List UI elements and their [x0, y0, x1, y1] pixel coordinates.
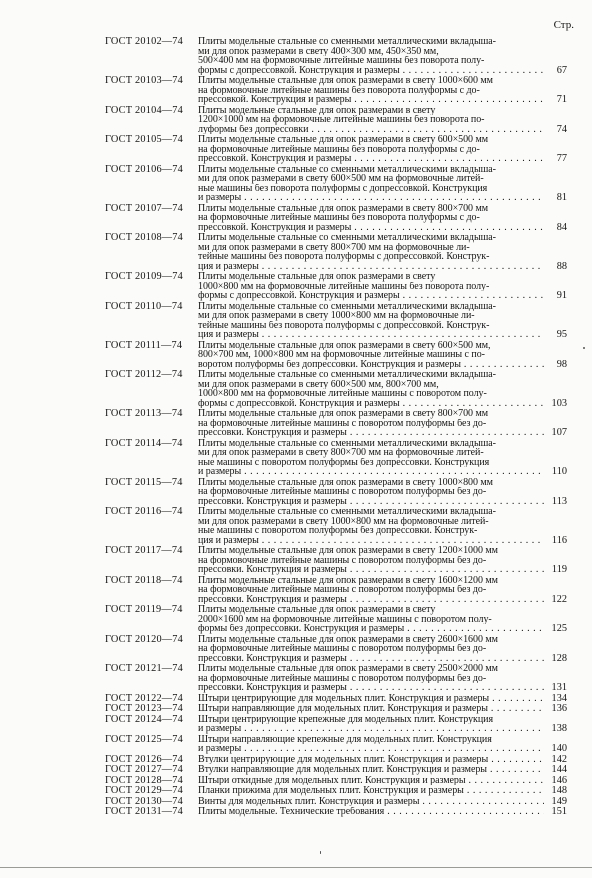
toc-entry[interactable] — [105, 664, 567, 693]
entry-title — [198, 76, 544, 105]
toc-entry[interactable] — [105, 546, 567, 575]
entry-title-line: Штыри направляющие для модельных плит. Конструкция и размеры . . . — [198, 704, 544, 714]
toc-entry[interactable] — [105, 576, 567, 605]
entry-title — [198, 694, 544, 704]
entry-title-line: прессовки. Конструкция и размеры . . . — [198, 565, 544, 575]
standard-code: ГОСТ 20115—74 — [105, 476, 183, 488]
standard-code: ГОСТ 20111—74 — [105, 339, 183, 351]
table-of-contents — [105, 37, 567, 818]
entry-title-line: прессовкой. Конструкция и размеры . . . — [198, 154, 544, 164]
entry-title-line: тейные машины без поворота полуформы с допрессовкой. Конструк- — [198, 252, 490, 262]
entry-title-line: ми для опок размерами в свету 400×300 мм, 450×350 мм, — [198, 46, 439, 56]
toc-entry[interactable] — [105, 715, 567, 734]
standard-code: ГОСТ 20123—74 — [105, 703, 184, 714]
toc-entry[interactable] — [105, 704, 567, 714]
entry-title — [198, 302, 544, 340]
entry-title — [198, 37, 544, 75]
toc-entry[interactable] — [105, 776, 567, 786]
entry-title — [198, 507, 544, 545]
entry-title-line: Плиты модельные стальные для опок размерами в свету 2500×2000 мм — [198, 664, 498, 674]
entry-title-line: ми для опок размерами в свету 800×700 мм на формовочные литей- — [198, 448, 484, 458]
standard-code: ГОСТ 20118—74 — [105, 574, 183, 586]
toc-entry[interactable] — [105, 735, 567, 754]
entry-title-line: на формовочные литейные машины с поворотом полуформы без до- — [198, 418, 487, 428]
entry-title-line: воротом полуформы без допрессовки. Конструкция и размеры . . . — [198, 360, 544, 370]
entry-title-line: Штыри центрирующие для модельных плит. Конструкция и размеры . . . — [198, 694, 544, 704]
entry-title — [198, 786, 544, 796]
page-number: 113 — [545, 497, 567, 507]
page-number: 74 — [545, 125, 567, 135]
page-number: 88 — [545, 262, 567, 272]
entry-title-line: Плиты модельные стальные для опок размерами в свету 1200×1000 мм — [198, 546, 498, 556]
entry-title-line: Плиты модельные стальные для опок размерами в свету 1600×1200 мм — [198, 575, 498, 585]
page-number: 151 — [545, 807, 567, 817]
toc-entry[interactable] — [105, 204, 567, 233]
standard-code: ГОСТ 20114—74 — [105, 437, 183, 449]
entry-title — [198, 605, 544, 634]
entry-title-line: ми для опок размерами в свету 600×500 мм на формовочные литей- — [198, 174, 484, 184]
entry-title-line: Плиты модельные стальные для опок размерами в свету — [198, 272, 436, 282]
entry-title — [198, 272, 544, 301]
entry-title-line: на формовочные литейные машины с поворотом полуформы без до- — [198, 644, 487, 654]
entry-title-line: на формовочные литейные машины без поворота полуформы с до- — [198, 85, 480, 95]
entry-title-line: Плиты модельные стальные со сменными металлическими вкладыша- — [198, 301, 496, 311]
standard-code: ГОСТ 20108—74 — [105, 232, 184, 243]
entry-title — [198, 370, 544, 408]
standard-code: ГОСТ 20110—74 — [105, 300, 183, 312]
page-number: 91 — [545, 291, 567, 301]
entry-title-line: ция и размеры . . . — [198, 536, 544, 546]
entry-title-line: Втулки центрирующие для модельных плит. Конструкция и размеры . . . — [198, 755, 544, 765]
entry-title — [198, 715, 544, 734]
entry-title-line: Плиты модельные стальные со сменными металлическими вкладыша- — [198, 370, 496, 380]
page-number: 131 — [545, 683, 567, 693]
entry-title-line: Плиты модельные стальные для опок размерами в свету 600×500 мм, — [198, 340, 491, 350]
entry-title-line: 1200×1000 мм на формовочные литейные машины без поворота по- — [198, 115, 485, 125]
entry-title-line: 800×700 мм, 1000×800 мм на формовочные литейные машины с по- — [198, 350, 485, 360]
entry-title-line: 1000×800 мм на формовочные литейные машины без поворота полу- — [198, 281, 490, 291]
toc-entry[interactable] — [105, 135, 567, 164]
entry-title-line: Плиты модельные стальные для опок размерами в свету 1000×600 мм — [198, 76, 493, 86]
entry-title-line: Плиты модельные стальные для опок размерами в свету 1000×800 мм — [198, 477, 493, 487]
entry-title-line: Винты для модельных плит. Конструкция и размеры . . . — [198, 797, 544, 807]
page-number: 95 — [545, 330, 567, 340]
page-number: 98 — [545, 360, 567, 370]
entry-title-line: Планки прижима для модельных плит. Конструкция и размеры . . . — [198, 786, 544, 796]
entry-title-line: прессовки. Конструкция и размеры . . . — [198, 595, 544, 605]
page-number: 140 — [545, 744, 567, 754]
entry-title — [198, 165, 544, 203]
entry-title-line: Плиты модельные стальные со сменными металлическими вкладыша- — [198, 164, 496, 174]
entry-title — [198, 765, 544, 775]
entry-title-line: ные машины с поворотом полуформы без допрессовки. Конструк- — [198, 526, 478, 536]
scan-speck — [583, 347, 585, 349]
entry-title — [198, 546, 544, 575]
toc-entry[interactable] — [105, 797, 567, 807]
entry-title — [198, 135, 544, 164]
page-number: 138 — [545, 724, 567, 734]
toc-entry[interactable] — [105, 478, 567, 507]
standard-code: ГОСТ 20121—74 — [105, 663, 184, 674]
toc-entry[interactable] — [105, 507, 567, 545]
entry-title-line: Плиты модельные. Технические требования . . . — [198, 807, 544, 817]
entry-title-line: и размеры . . . — [198, 467, 544, 477]
page-number: 110 — [545, 467, 567, 477]
entry-title — [198, 704, 544, 714]
toc-entry[interactable] — [105, 765, 567, 775]
entry-title-line: и размеры . . . — [198, 724, 544, 734]
toc-entry[interactable] — [105, 165, 567, 203]
entry-title — [198, 478, 544, 507]
entry-title-line: ми для опок размерами в свету 800×700 мм на формовочные ли- — [198, 242, 470, 252]
toc-entry[interactable] — [105, 605, 567, 634]
entry-title-line: ные машины с поворотом полуформы без допрессовки. Конструкция — [198, 457, 490, 467]
page-bottom-rule — [0, 867, 592, 868]
entry-title-line: ми для опок размерами в свету 1000×800 мм на формовочные литей- — [198, 516, 489, 526]
entry-title — [198, 735, 544, 754]
toc-entry[interactable] — [105, 233, 567, 271]
entry-title-line: формы с допрессовкой. Конструкция и размеры . . . — [198, 291, 544, 301]
entry-title-line: формы с допрессовкой. Конструкция и размеры . . . — [198, 399, 544, 409]
entry-title-line: Плиты модельные стальные со сменными металлическими вкладыша- — [198, 507, 496, 517]
entry-title — [198, 776, 544, 786]
entry-title-line: формы без допрессовки. Конструкция и размеры . . . — [198, 624, 544, 634]
toc-entry[interactable] — [105, 635, 567, 664]
entry-title-line: 500×400 мм на формовочные литейные машины без поворота полу- — [198, 56, 485, 66]
entry-title-line: Плиты модельные стальные со сменными металлическими вкладыша- — [198, 233, 496, 243]
entry-title — [198, 797, 544, 807]
entry-title-line: прессовки. Конструкция и размеры . . . — [198, 654, 544, 664]
entry-title — [198, 204, 544, 233]
page-column-label: Стр. — [553, 19, 574, 31]
toc-entry[interactable] — [105, 370, 567, 408]
standard-code: ГОСТ 20106—74 — [105, 163, 184, 175]
toc-entry[interactable] — [105, 694, 567, 704]
entry-title-line: прессовки. Конструкция и размеры . . . — [198, 428, 544, 438]
toc-entry[interactable] — [105, 807, 567, 817]
entry-title-line: Плиты модельные стальные для опок размерами в свету 2600×1600 мм — [198, 634, 498, 644]
toc-entry[interactable] — [105, 341, 567, 370]
entry-title-line: Плиты модельные стальные для опок размерами в свету 800×700 мм — [198, 409, 489, 419]
page-number: 84 — [545, 223, 567, 233]
standard-code: ГОСТ 20130—74 — [105, 795, 184, 807]
entry-title — [198, 439, 544, 477]
standard-code: ГОСТ 20113—74 — [105, 408, 183, 419]
toc-entry[interactable] — [105, 755, 567, 765]
toc-entry[interactable] — [105, 37, 567, 75]
toc-entry[interactable] — [105, 786, 567, 796]
entry-title-line: Плиты модельные стальные для опок размерами в свету — [198, 105, 436, 115]
scan-speck — [320, 851, 321, 854]
entry-title-line: на формовочные литейные машины с поворотом полуформы без до- — [198, 555, 487, 565]
toc-entry[interactable] — [105, 76, 567, 105]
entry-title — [198, 341, 544, 370]
entry-title-line: ми для опок размерами в свету 600×500 мм, 800×700 мм, — [198, 379, 439, 389]
standard-code: ГОСТ 20127—74 — [105, 764, 184, 775]
toc-entry[interactable] — [105, 439, 567, 477]
entry-title-line: на формовочные литейные машины с поворотом полуформы без до- — [198, 673, 487, 683]
entry-title-line: на формовочные литейные машины с поворотом полуформы без до- — [198, 487, 487, 497]
entry-title-line: ция и размеры . . . — [198, 330, 544, 340]
entry-title-line: на формовочные литейные машины без поворота полуформы с до- — [198, 213, 480, 223]
entry-title — [198, 576, 544, 605]
entry-title-line: Плиты модельные стальные для опок размерами в свету 600×500 мм — [198, 135, 489, 145]
entry-title — [198, 807, 544, 817]
entry-title-line: прессовкой. Конструкция и размеры . . . — [198, 95, 544, 105]
page-number: 116 — [545, 536, 567, 546]
page-number: 81 — [545, 193, 567, 203]
standard-code: ГОСТ 20122—74 — [105, 692, 184, 704]
page-number: 122 — [545, 595, 567, 605]
entry-title-line: Штыри центрирующие крепежные для модельных плит. Конструкция — [198, 714, 494, 724]
entry-title-line: формы с допрессовкой. Конструкция и размеры . . . — [198, 66, 544, 76]
entry-title-line: Втулки направляющие для модельных плит. Конструкция и размеры . . . — [198, 765, 544, 775]
entry-title-line: Штыри направляющие крепежные для модельных плит. Конструкция — [198, 734, 492, 744]
entry-title — [198, 635, 544, 664]
standard-code: ГОСТ 20124—74 — [105, 713, 184, 725]
entry-title-line: и размеры . . . — [198, 193, 544, 203]
page-number: 128 — [545, 654, 567, 664]
entry-title — [198, 755, 544, 765]
standard-code: ГОСТ 20129—74 — [105, 785, 184, 796]
page-number: 149 — [545, 797, 567, 807]
page-number: 125 — [545, 624, 567, 634]
standard-code: ГОСТ 20116—74 — [105, 506, 183, 517]
page-number: 71 — [545, 95, 567, 105]
standard-code: ГОСТ 20128—74 — [105, 774, 184, 786]
entry-title-line: прессовки. Конструкция и размеры . . . — [198, 683, 544, 693]
toc-entry[interactable] — [105, 106, 567, 135]
entry-title-line: луформы без допрессовки . . . — [198, 125, 544, 135]
page-number: 144 — [545, 765, 567, 775]
page-number: 67 — [545, 66, 567, 76]
entry-title-line: прессовкой. Конструкция и размеры . . . — [198, 223, 544, 233]
standard-code: ГОСТ 20112—74 — [105, 369, 183, 380]
standard-code: ГОСТ 20131—74 — [105, 806, 184, 817]
entry-title-line: ные машины без поворота полуформы с допрессовкой. Конструкция — [198, 183, 488, 193]
entry-title-line: прессовки. Конструкция и размеры . . . — [198, 497, 544, 507]
entry-title-line: Плиты модельные стальные для опок размерами в свету — [198, 605, 436, 615]
page-number: 103 — [545, 399, 567, 409]
page-number: 148 — [545, 786, 567, 796]
entry-title-line: и размеры . . . — [198, 744, 544, 754]
entry-title — [198, 106, 544, 135]
entry-title-line: Плиты модельные стальные со сменными металлическими вкладыша- — [198, 37, 496, 47]
toc-entry[interactable] — [105, 409, 567, 438]
entry-title-line: тейные машины без поворота полуформы с допрессовкой. Конструк- — [198, 320, 490, 330]
entry-title-line: ми для опок размерами в свету 1000×800 мм на формовочные ли- — [198, 311, 475, 321]
entry-title-line: на формовочные литейные машины без поворота полуформы с до- — [198, 144, 480, 154]
toc-entry[interactable] — [105, 272, 567, 301]
standard-code: ГОСТ 20105—74 — [105, 134, 184, 145]
entry-title-line: 2000×1600 мм на формовочные литейные машины с поворотом полу- — [198, 614, 492, 624]
entry-title-line: 1000×800 мм на формовочные литейные машины с поворотом полу- — [198, 389, 487, 399]
standard-code: ГОСТ 20107—74 — [105, 202, 184, 214]
standard-code: ГОСТ 20120—74 — [105, 633, 184, 645]
entry-title — [198, 409, 544, 438]
standard-code: ГОСТ 20102—74 — [105, 36, 184, 47]
page-number: 119 — [545, 565, 567, 575]
standard-code: ГОСТ 20104—74 — [105, 104, 184, 116]
entry-title-line: Штыри откидные для модельных плит. Конструкция и размеры . . . — [198, 776, 544, 786]
entry-title — [198, 233, 544, 271]
page-number: 142 — [545, 755, 567, 765]
page-number: 146 — [545, 776, 567, 786]
entry-title-line: Плиты модельные стальные со сменными металлическими вкладыша- — [198, 438, 496, 448]
standard-code: ГОСТ 20103—74 — [105, 75, 184, 86]
standard-code: ГОСТ 20119—74 — [105, 604, 183, 615]
toc-entry[interactable] — [105, 302, 567, 340]
entry-title-line: Плиты модельные стальные для опок размерами в свету 800×700 мм — [198, 203, 489, 213]
standard-code: ГОСТ 20126—74 — [105, 753, 184, 765]
page-number: 107 — [545, 428, 567, 438]
entry-title-line: ция и размеры . . . — [198, 262, 544, 272]
page-number: 77 — [545, 154, 567, 164]
entry-title — [198, 664, 544, 693]
page-number: 136 — [545, 704, 567, 714]
standard-code: ГОСТ 20117—74 — [105, 545, 183, 556]
standard-code: ГОСТ 20125—74 — [105, 733, 184, 745]
entry-title-line: на формовочные литейные машины с поворотом полуформы без до- — [198, 585, 487, 595]
page-number: 134 — [545, 694, 567, 704]
standard-code: ГОСТ 20109—74 — [105, 271, 184, 282]
